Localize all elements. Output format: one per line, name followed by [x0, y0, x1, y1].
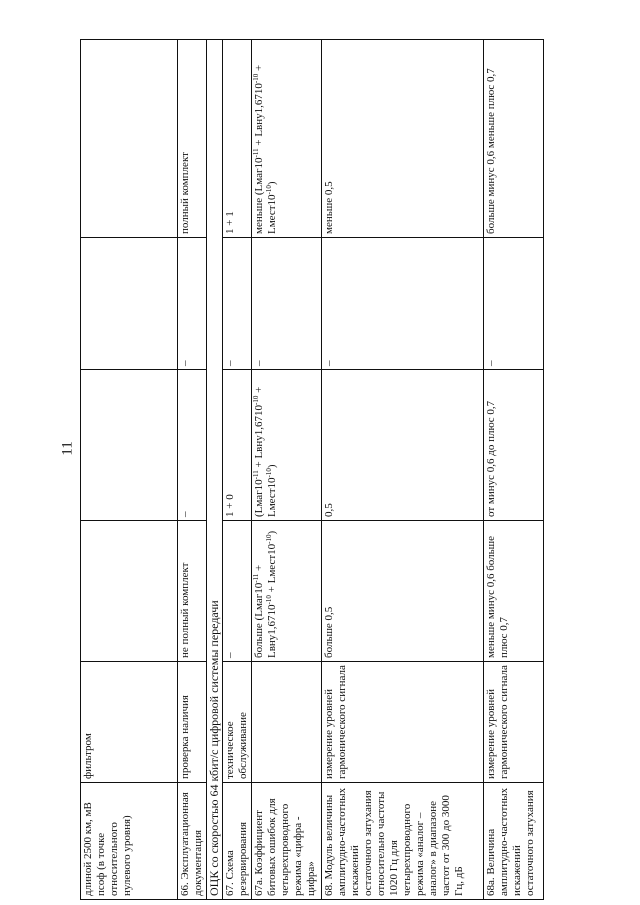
formula-prefix: меньше	[253, 195, 265, 234]
exponent: -10	[265, 468, 273, 478]
table-cell: 68а. Величина амплитудно-частотных искажений остаточного затухания	[484, 783, 544, 900]
exponent: -11	[252, 573, 260, 583]
formula-part: + Lмест10	[266, 543, 278, 596]
table-cell: –	[223, 238, 252, 370]
page-number: 11	[59, 441, 76, 456]
formula-part: + Lмест10	[253, 64, 278, 234]
exponent: -10	[252, 73, 260, 84]
table-cell: 67. Схема резервирования	[223, 783, 252, 900]
table-cell: техническое обслуживание	[223, 662, 252, 783]
table-cell	[81, 521, 178, 662]
table-cell: –	[178, 238, 207, 370]
table-cell: длиной 2500 км, мВ псоф (в точке относительного нулевого уровня)	[81, 783, 178, 900]
table-cell: 1 + 1	[223, 40, 252, 238]
table-cell: больше 0,5	[322, 521, 484, 662]
formula-part: )	[266, 181, 278, 186]
table-cell	[252, 370, 322, 521]
formula-part: + Lмест10	[253, 386, 278, 517]
table-cell: меньше минус 0,6 больше плюс 0,7	[484, 521, 544, 662]
table-cell: фильтром	[81, 662, 178, 783]
table-row	[252, 40, 322, 900]
table-cell: 68. Модуль величины амплитудно-частотных искажений остаточного затухания относительно частоты 1020 Гц для четырехпроводного режима «аналог – аналог» в диапазоне частот от 300 до 3000 Гц, дБ	[322, 783, 484, 900]
table-row	[322, 40, 484, 900]
exponent: -10	[265, 185, 273, 195]
table-cell	[252, 40, 322, 238]
table-cell: –	[484, 238, 544, 370]
table-cell	[81, 370, 178, 521]
exponent: -11	[252, 470, 260, 480]
table-cell: 67а. Коэффициент битовых ошибок для четырехпроводного режима «цифра - цифра»	[252, 783, 322, 900]
formula-part: )	[266, 464, 278, 469]
table-cell: –	[223, 521, 252, 662]
table-cell: от минус 0,6 до плюс 0,7	[484, 370, 544, 521]
section-header-row	[207, 40, 223, 900]
table-cell: не полный комплект	[178, 521, 207, 662]
table-cell	[81, 238, 178, 370]
formula-prefix: больше	[253, 620, 265, 658]
table-cell: 1 + 0	[223, 370, 252, 521]
table-cell: измерение уровней гармонического сигнала	[322, 662, 484, 783]
table-cell: –	[322, 238, 484, 370]
table-cell: больше минус 0,6 меньше плюс 0,7	[484, 40, 544, 238]
table-cell: 66. Эксплуатационная документация	[178, 783, 207, 900]
formula-part: + Lвну1,6710	[253, 404, 265, 471]
formula-part: )	[266, 530, 278, 535]
table-cell: меньше 0,5	[322, 40, 484, 238]
exponent: -10	[265, 595, 273, 605]
table-row	[178, 40, 207, 900]
table-cell	[81, 40, 178, 238]
formula-part: + Lвну1,6710	[253, 83, 265, 149]
table-cell	[252, 521, 322, 662]
table-cell: –	[178, 370, 207, 521]
table-row	[81, 40, 178, 900]
rotated-table-container	[80, 64, 544, 900]
table-cell	[252, 662, 322, 783]
table-row	[484, 40, 544, 900]
table-row	[223, 40, 252, 900]
table-cell: полный комплект	[178, 40, 207, 238]
specification-table	[80, 39, 544, 900]
formula-part: (Lмаг10	[253, 479, 265, 517]
section-header: ОЦК со скоростью 64 кбит/с цифровой системы передачи	[207, 40, 223, 900]
table-cell: –	[252, 238, 322, 370]
exponent: -11	[252, 148, 260, 158]
formula-part: + Lвну1,6710	[253, 564, 278, 658]
table-cell: проверка наличия	[178, 662, 207, 783]
formula-part: (Lмаг10	[253, 582, 265, 621]
exponent: -10	[252, 395, 260, 405]
exponent: -10	[265, 534, 273, 544]
table-cell: 0,5	[322, 370, 484, 521]
formula-part: (Lмаг10	[253, 157, 265, 196]
table-cell: измерение уровней гармонического сигнала	[484, 662, 544, 783]
